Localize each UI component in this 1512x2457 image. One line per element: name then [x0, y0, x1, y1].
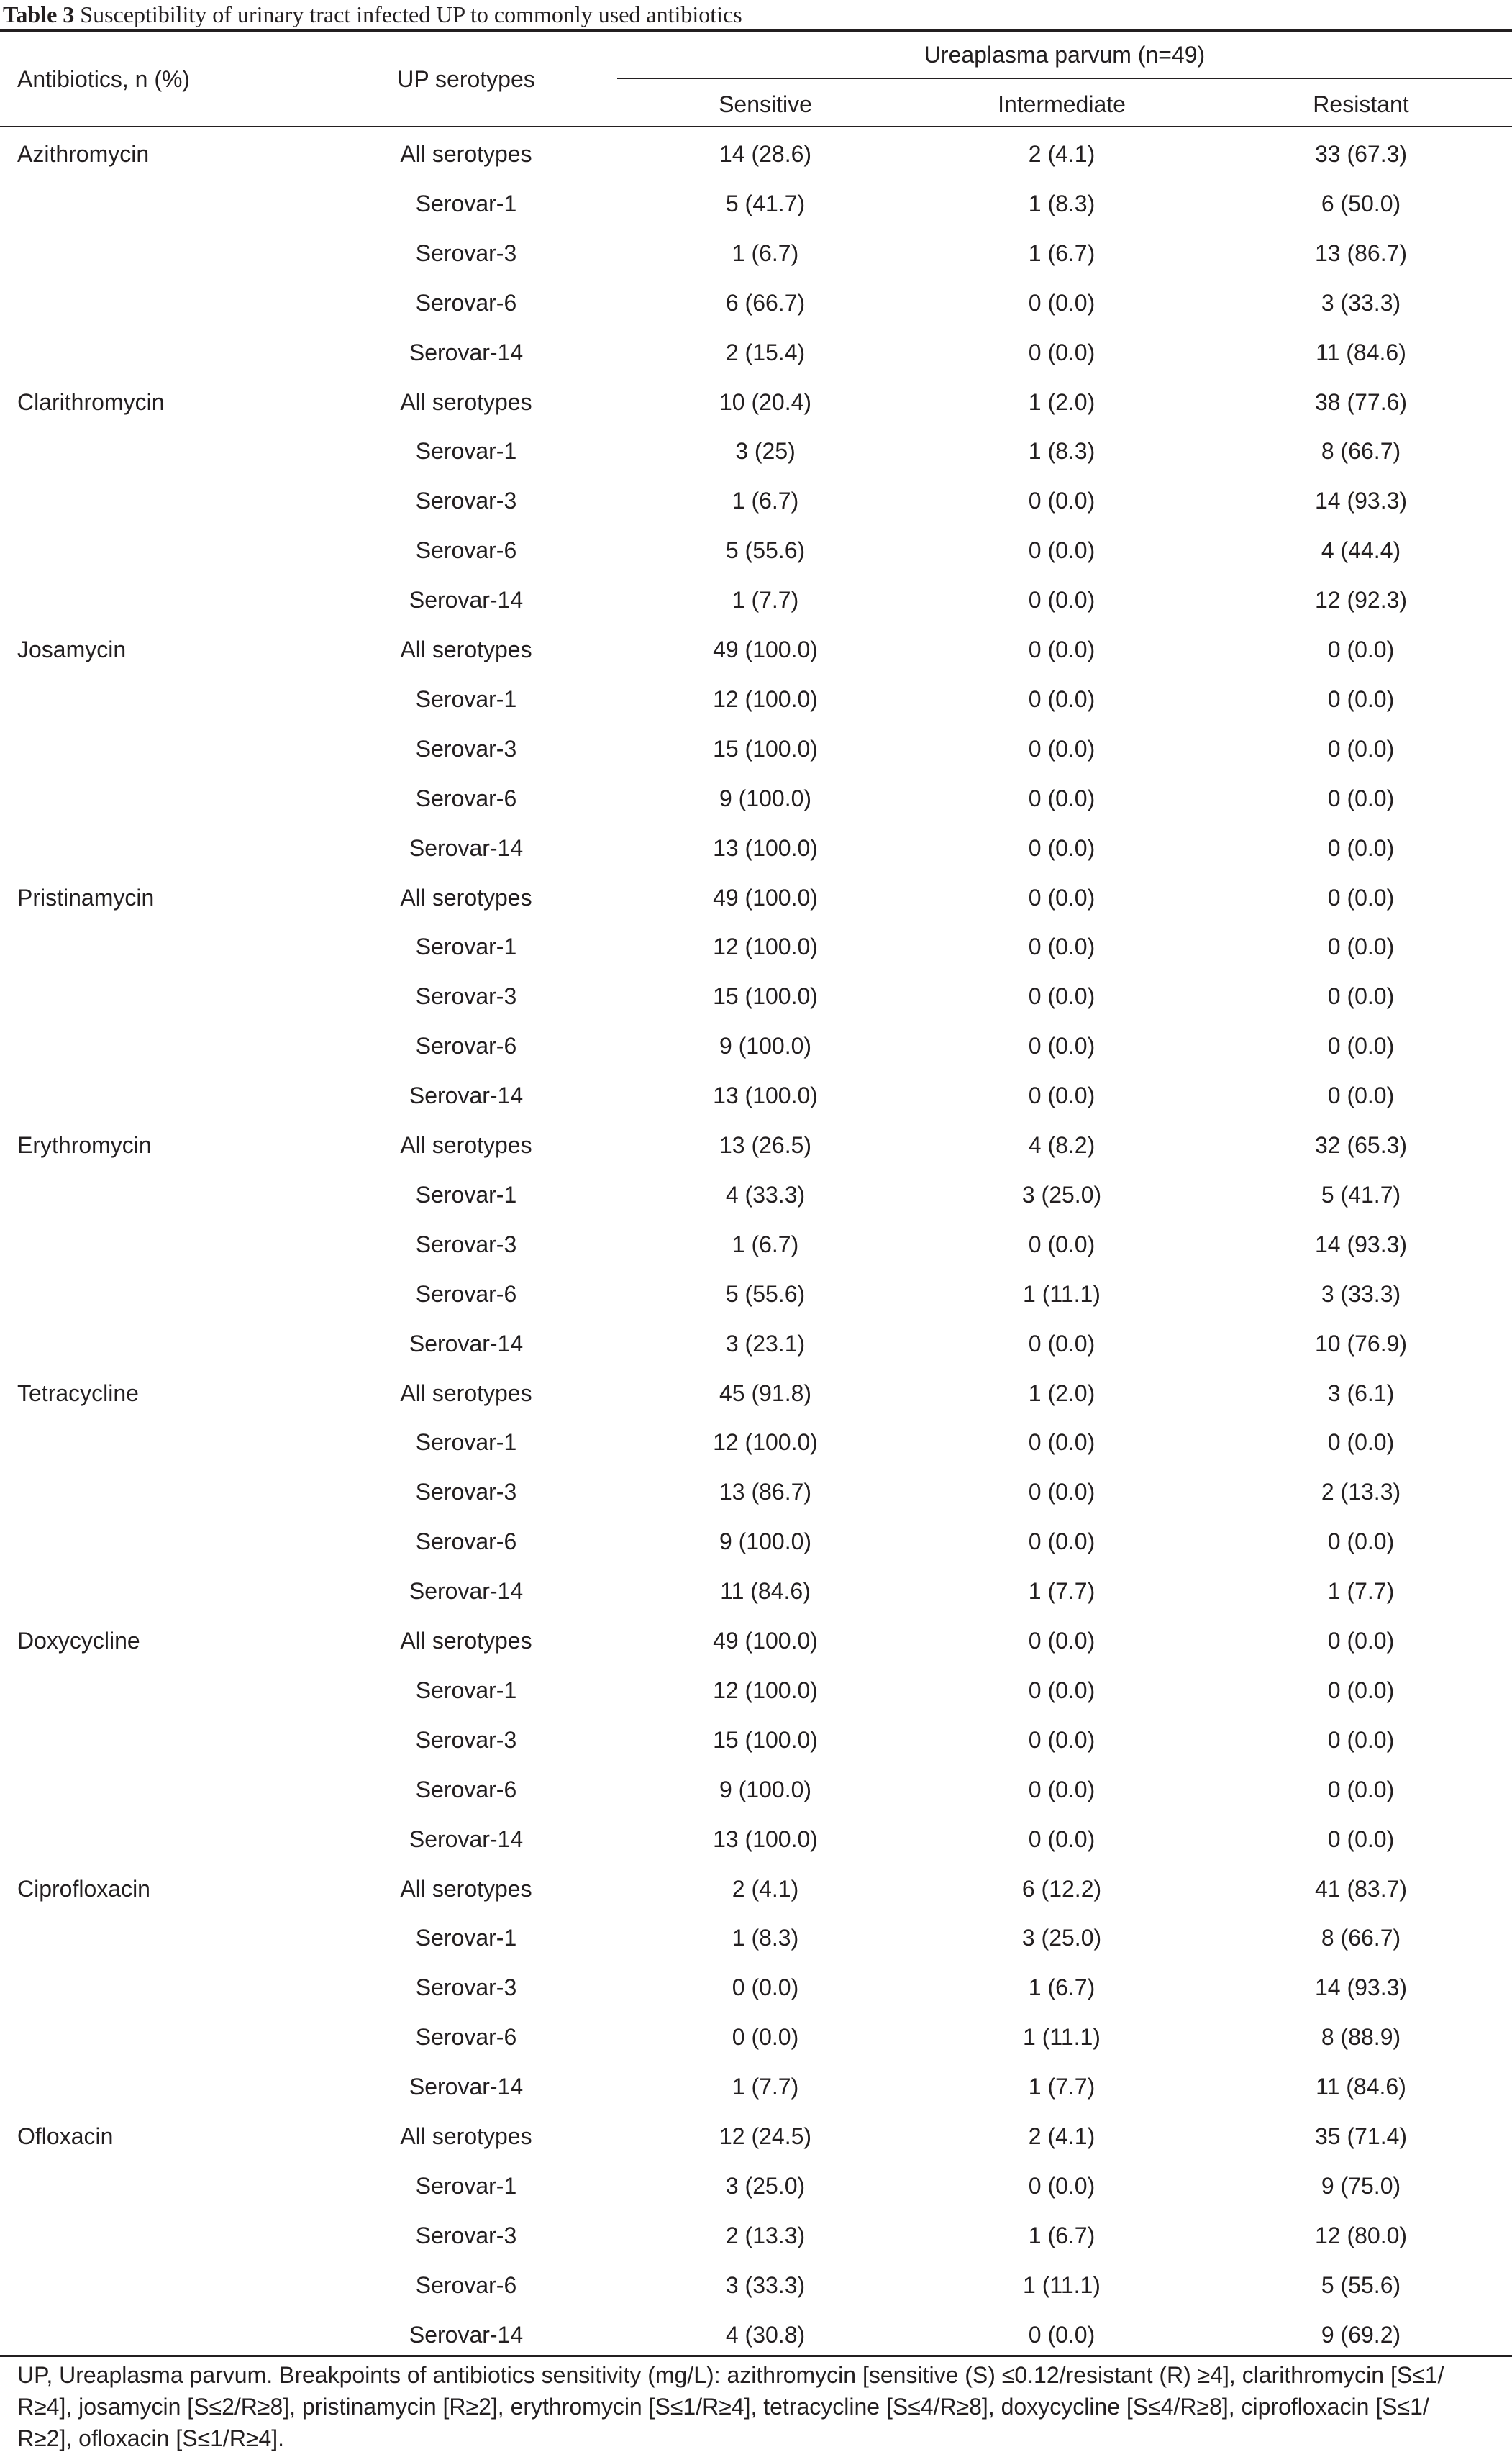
cell-resistant: 0 (0.0): [1327, 1677, 1395, 1703]
cell-intermediate: 1 (11.1): [1023, 1281, 1101, 1307]
cell-antibiotic: Pristinamycin: [17, 885, 155, 911]
cell-serotype: All serotypes: [400, 1132, 532, 1158]
cell-serotype: Serovar-14: [409, 339, 524, 365]
cell-sensitive: 9 (100.0): [719, 1033, 812, 1059]
cell-resistant: 2 (13.3): [1321, 1479, 1401, 1505]
cell-sensitive: 3 (25.0): [725, 2173, 806, 2199]
cell-sensitive: 6 (66.7): [725, 290, 806, 316]
cell-intermediate: 0 (0.0): [1028, 290, 1096, 316]
cell-intermediate: 0 (0.0): [1028, 1479, 1096, 1505]
cell-serotype: Serovar-1: [415, 1429, 517, 1455]
header-group-ureaplasma: Ureaplasma parvum (n=49): [924, 42, 1206, 68]
cell-sensitive: 2 (15.4): [725, 339, 806, 365]
cell-intermediate: 0 (0.0): [1028, 1033, 1096, 1059]
cell-resistant: 5 (55.6): [1321, 2272, 1401, 2298]
cell-resistant: 0 (0.0): [1327, 835, 1395, 861]
cell-antibiotic: Ofloxacin: [17, 2123, 114, 2149]
header-bottom-rule: [0, 126, 1512, 127]
cell-intermediate: 1 (6.7): [1028, 1974, 1096, 2000]
cell-sensitive: 9 (100.0): [719, 785, 812, 811]
cell-resistant: 11 (84.6): [1316, 339, 1406, 365]
cell-sensitive: 5 (55.6): [725, 537, 806, 563]
header-antibiotics: Antibiotics, n (%): [17, 66, 191, 92]
cell-resistant: 8 (66.7): [1321, 438, 1401, 464]
cell-serotype: Serovar-6: [415, 290, 517, 316]
cell-serotype: Serovar-6: [415, 785, 517, 811]
cell-resistant: 1 (7.7): [1327, 1578, 1395, 1604]
cell-antibiotic: Azithromycin: [17, 141, 150, 167]
cell-sensitive: 15 (100.0): [713, 736, 818, 762]
cell-sensitive: 5 (41.7): [725, 191, 806, 216]
cell-sensitive: 1 (6.7): [732, 240, 799, 266]
cell-sensitive: 15 (100.0): [713, 983, 818, 1009]
cell-intermediate: 0 (0.0): [1028, 1677, 1096, 1703]
cell-intermediate: 0 (0.0): [1028, 736, 1096, 762]
cell-serotype: Serovar-3: [415, 983, 517, 1009]
cell-resistant: 0 (0.0): [1327, 736, 1395, 762]
cell-serotype: All serotypes: [400, 389, 532, 415]
cell-intermediate: 1 (7.7): [1028, 1578, 1096, 1604]
cell-intermediate: 0 (0.0): [1028, 587, 1096, 613]
cell-sensitive: 2 (13.3): [725, 2223, 806, 2248]
table-caption-text: Susceptibility of urinary tract infected UP to commonly used antibiotics: [80, 1, 742, 27]
cell-serotype: Serovar-1: [415, 2173, 517, 2199]
cell-resistant: 0 (0.0): [1327, 637, 1395, 662]
cell-sensitive: 12 (100.0): [713, 686, 818, 712]
cell-serotype: All serotypes: [400, 1380, 532, 1406]
cell-intermediate: 0 (0.0): [1028, 2322, 1096, 2348]
table-top-rule: [0, 29, 1512, 32]
cell-intermediate: 1 (6.7): [1028, 2223, 1096, 2248]
cell-intermediate: 6 (12.2): [1021, 1876, 1102, 1902]
cell-resistant: 0 (0.0): [1327, 1528, 1395, 1554]
cell-resistant: 0 (0.0): [1327, 1429, 1395, 1455]
cell-intermediate: 0 (0.0): [1028, 1231, 1096, 1257]
cell-sensitive: 3 (25): [735, 438, 796, 464]
cell-intermediate: 0 (0.0): [1028, 1082, 1096, 1108]
cell-intermediate: 0 (0.0): [1028, 1331, 1096, 1357]
cell-serotype: Serovar-1: [415, 1182, 517, 1208]
cell-resistant: 32 (65.3): [1314, 1132, 1408, 1158]
cell-sensitive: 12 (100.0): [713, 934, 818, 959]
cell-resistant: 14 (93.3): [1314, 1231, 1408, 1257]
cell-intermediate: 0 (0.0): [1028, 1628, 1096, 1654]
cell-intermediate: 0 (0.0): [1028, 1528, 1096, 1554]
cell-resistant: 12 (80.0): [1314, 2223, 1408, 2248]
cell-resistant: 0 (0.0): [1327, 1727, 1395, 1753]
cell-resistant: 12 (92.3): [1314, 587, 1408, 613]
cell-intermediate: 1 (2.0): [1028, 389, 1096, 415]
cell-serotype: All serotypes: [400, 637, 532, 662]
cell-sensitive: 13 (100.0): [713, 1826, 818, 1852]
cell-serotype: Serovar-3: [415, 2223, 517, 2248]
cell-intermediate: 1 (11.1): [1023, 2024, 1101, 2050]
cell-antibiotic: Clarithromycin: [17, 389, 165, 415]
cell-sensitive: 13 (100.0): [713, 835, 818, 861]
cell-sensitive: 3 (23.1): [725, 1331, 806, 1357]
cell-serotype: Serovar-14: [409, 587, 524, 613]
cell-serotype: Serovar-6: [415, 1281, 517, 1307]
header-serotypes: UP serotypes: [397, 66, 535, 92]
cell-intermediate: 0 (0.0): [1028, 1429, 1096, 1455]
cell-intermediate: 0 (0.0): [1028, 1777, 1096, 1802]
cell-resistant: 35 (71.4): [1314, 2123, 1408, 2149]
cell-resistant: 11 (84.6): [1316, 2074, 1406, 2100]
cell-antibiotic: Josamycin: [17, 637, 127, 662]
cell-intermediate: 3 (25.0): [1021, 1182, 1102, 1208]
cell-sensitive: 11 (84.6): [720, 1578, 811, 1604]
cell-serotype: Serovar-14: [409, 1826, 524, 1852]
cell-sensitive: 13 (86.7): [719, 1479, 812, 1505]
table-caption: [3, 1, 1509, 27]
cell-resistant: 0 (0.0): [1327, 1628, 1395, 1654]
cell-resistant: 6 (50.0): [1321, 191, 1401, 216]
cell-resistant: 0 (0.0): [1327, 1777, 1395, 1802]
cell-resistant: 0 (0.0): [1327, 1826, 1395, 1852]
cell-serotype: Serovar-3: [415, 736, 517, 762]
cell-resistant: 0 (0.0): [1327, 885, 1395, 911]
cell-sensitive: 1 (6.7): [732, 1231, 799, 1257]
cell-resistant: 33 (67.3): [1314, 141, 1408, 167]
cell-sensitive: 12 (100.0): [713, 1429, 818, 1455]
cell-serotype: Serovar-14: [409, 1578, 524, 1604]
cell-sensitive: 45 (91.8): [719, 1380, 812, 1406]
cell-sensitive: 14 (28.6): [719, 141, 812, 167]
table-caption-label: Table 3: [3, 1, 75, 27]
cell-serotype: Serovar-6: [415, 1528, 517, 1554]
cell-resistant: 4 (44.4): [1321, 537, 1401, 563]
cell-resistant: 13 (86.7): [1314, 240, 1408, 266]
cell-resistant: 9 (75.0): [1321, 2173, 1401, 2199]
cell-sensitive: 9 (100.0): [719, 1777, 812, 1802]
cell-resistant: 0 (0.0): [1327, 983, 1395, 1009]
cell-sensitive: 9 (100.0): [719, 1528, 812, 1554]
cell-intermediate: 1 (11.1): [1023, 2272, 1101, 2298]
cell-intermediate: 0 (0.0): [1028, 1727, 1096, 1753]
cell-serotype: Serovar-6: [415, 2024, 517, 2050]
cell-sensitive: 4 (30.8): [725, 2322, 806, 2348]
cell-intermediate: 2 (4.1): [1028, 2123, 1096, 2149]
cell-intermediate: 0 (0.0): [1028, 686, 1096, 712]
cell-resistant: 3 (33.3): [1321, 1281, 1401, 1307]
cell-sensitive: 13 (26.5): [719, 1132, 812, 1158]
cell-antibiotic: Ciprofloxacin: [17, 1876, 150, 1902]
cell-resistant: 14 (93.3): [1314, 1974, 1408, 2000]
cell-sensitive: 1 (6.7): [732, 488, 799, 514]
cell-sensitive: 49 (100.0): [713, 1628, 818, 1654]
cell-intermediate: 1 (2.0): [1028, 1380, 1096, 1406]
cell-resistant: 0 (0.0): [1327, 1033, 1395, 1059]
cell-serotype: Serovar-14: [409, 2322, 524, 2348]
cell-sensitive: 10 (20.4): [719, 389, 812, 415]
cell-antibiotic: Tetracycline: [17, 1380, 139, 1406]
cell-intermediate: 0 (0.0): [1028, 488, 1096, 514]
cell-sensitive: 0 (0.0): [732, 2024, 799, 2050]
cell-serotype: Serovar-14: [409, 1082, 524, 1108]
table-footnote: [17, 2359, 1499, 2454]
header-group-rule: [617, 78, 1512, 79]
cell-resistant: 14 (93.3): [1314, 488, 1408, 514]
cell-serotype: Serovar-3: [415, 488, 517, 514]
footnote-line-2: R≥4], josamycin [S≤2/R≥8], pristinamycin [R≥2], erythromycin [S≤1/R≥4], tetracycline [S≤4/R≥8], doxycycline [S≤4/R≥8], ciprofloxacin [S≤1/: [17, 2394, 1429, 2420]
cell-antibiotic: Doxycycline: [17, 1628, 140, 1654]
cell-resistant: 8 (88.9): [1321, 2024, 1401, 2050]
cell-sensitive: 5 (55.6): [725, 1281, 806, 1307]
cell-serotype: All serotypes: [400, 141, 532, 167]
cell-intermediate: 0 (0.0): [1028, 1826, 1096, 1852]
cell-serotype: All serotypes: [400, 2123, 532, 2149]
cell-serotype: Serovar-3: [415, 1974, 517, 2000]
cell-intermediate: 0 (0.0): [1028, 2173, 1096, 2199]
cell-serotype: Serovar-3: [415, 1231, 517, 1257]
cell-resistant: 5 (41.7): [1321, 1182, 1401, 1208]
cell-serotype: Serovar-6: [415, 537, 517, 563]
cell-resistant: 0 (0.0): [1327, 1082, 1395, 1108]
cell-sensitive: 0 (0.0): [732, 1974, 799, 2000]
cell-sensitive: 1 (7.7): [732, 2074, 799, 2100]
header-intermediate: Intermediate: [998, 91, 1126, 117]
cell-intermediate: 0 (0.0): [1028, 537, 1096, 563]
cell-intermediate: 1 (8.3): [1028, 438, 1096, 464]
cell-sensitive: 3 (33.3): [725, 2272, 806, 2298]
cell-serotype: All serotypes: [400, 885, 532, 911]
cell-serotype: All serotypes: [400, 1876, 532, 1902]
cell-serotype: Serovar-1: [415, 1677, 517, 1703]
cell-serotype: Serovar-6: [415, 2272, 517, 2298]
cell-serotype: Serovar-1: [415, 934, 517, 959]
cell-serotype: Serovar-14: [409, 1331, 524, 1357]
cell-resistant: 38 (77.6): [1314, 389, 1408, 415]
cell-antibiotic: Erythromycin: [17, 1132, 152, 1158]
cell-resistant: 0 (0.0): [1327, 686, 1395, 712]
cell-serotype: Serovar-1: [415, 191, 517, 216]
cell-serotype: Serovar-1: [415, 686, 517, 712]
cell-serotype: Serovar-1: [415, 1925, 517, 1951]
cell-serotype: Serovar-6: [415, 1033, 517, 1059]
cell-sensitive: 13 (100.0): [713, 1082, 818, 1108]
cell-intermediate: 3 (25.0): [1021, 1925, 1102, 1951]
footnote-line-1: UP, Ureaplasma parvum. Breakpoints of antibiotics sensitivity (mg/L): azithromycin [sensitive (S) ≤0.12/resistant (R) ≥4], clarithromycin [S≤1/: [17, 2362, 1444, 2388]
cell-resistant: 3 (6.1): [1327, 1380, 1395, 1406]
cell-sensitive: 12 (24.5): [719, 2123, 812, 2149]
cell-intermediate: 1 (7.7): [1028, 2074, 1096, 2100]
header-resistant: Resistant: [1313, 91, 1409, 117]
footnote-line-3: R≥2], ofloxacin [S≤1/R≥4].: [17, 2425, 285, 2451]
cell-resistant: 41 (83.7): [1314, 1876, 1408, 1902]
cell-serotype: Serovar-14: [409, 2074, 524, 2100]
cell-intermediate: 1 (6.7): [1028, 240, 1096, 266]
table-bottom-rule: [0, 2355, 1512, 2357]
cell-resistant: 0 (0.0): [1327, 785, 1395, 811]
cell-sensitive: 2 (4.1): [732, 1876, 799, 1902]
cell-serotype: Serovar-3: [415, 1727, 517, 1753]
cell-serotype: Serovar-3: [415, 1479, 517, 1505]
cell-intermediate: 0 (0.0): [1028, 339, 1096, 365]
cell-resistant: 3 (33.3): [1321, 290, 1401, 316]
cell-sensitive: 49 (100.0): [713, 637, 818, 662]
cell-intermediate: 0 (0.0): [1028, 785, 1096, 811]
cell-sensitive: 4 (33.3): [725, 1182, 806, 1208]
cell-intermediate: 2 (4.1): [1028, 141, 1096, 167]
cell-intermediate: 0 (0.0): [1028, 934, 1096, 959]
cell-sensitive: 1 (7.7): [732, 587, 799, 613]
cell-intermediate: 4 (8.2): [1028, 1132, 1096, 1158]
header-sensitive: Sensitive: [719, 91, 812, 117]
cell-intermediate: 0 (0.0): [1028, 885, 1096, 911]
cell-serotype: Serovar-14: [409, 835, 524, 861]
cell-resistant: 0 (0.0): [1327, 934, 1395, 959]
cell-resistant: 10 (76.9): [1314, 1331, 1408, 1357]
cell-sensitive: 1 (8.3): [732, 1925, 799, 1951]
cell-serotype: All serotypes: [400, 1628, 532, 1654]
cell-intermediate: 0 (0.0): [1028, 983, 1096, 1009]
cell-serotype: Serovar-6: [415, 1777, 517, 1802]
cell-serotype: Serovar-3: [415, 240, 517, 266]
cell-intermediate: 0 (0.0): [1028, 835, 1096, 861]
cell-intermediate: 0 (0.0): [1028, 637, 1096, 662]
cell-serotype: Serovar-1: [415, 438, 517, 464]
cell-sensitive: 15 (100.0): [713, 1727, 818, 1753]
cell-resistant: 8 (66.7): [1321, 1925, 1401, 1951]
cell-resistant: 9 (69.2): [1321, 2322, 1401, 2348]
cell-sensitive: 49 (100.0): [713, 885, 818, 911]
cell-sensitive: 12 (100.0): [713, 1677, 818, 1703]
cell-intermediate: 1 (8.3): [1028, 191, 1096, 216]
